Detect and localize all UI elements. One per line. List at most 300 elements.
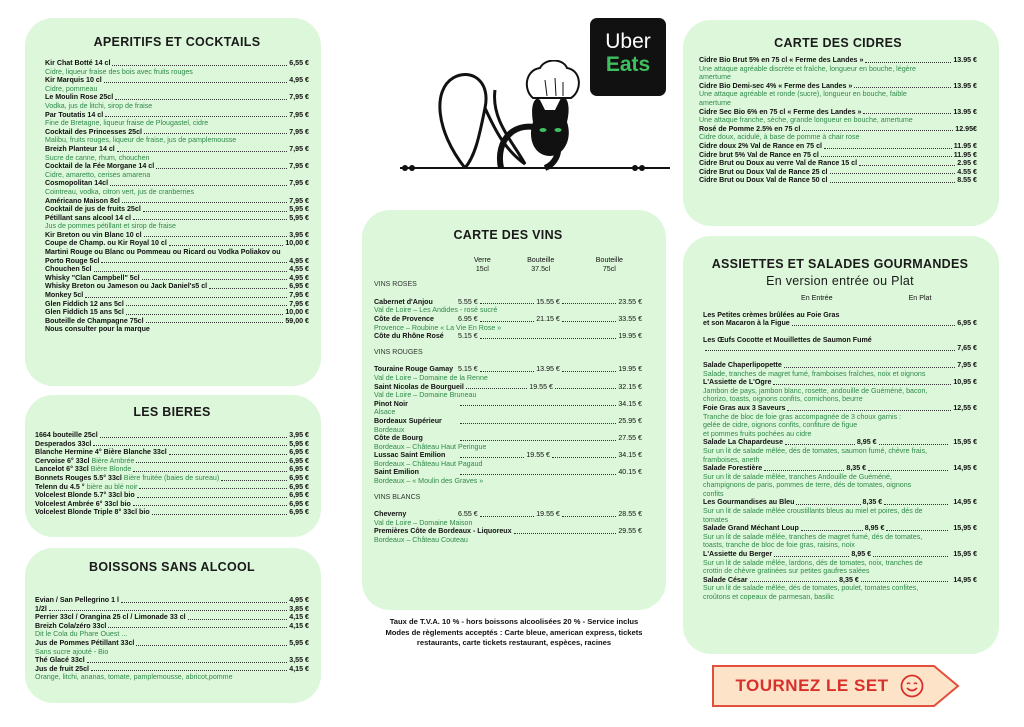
item-name xyxy=(699,151,819,160)
item-description: Orange, litchi, ananas, tomate, pamplemousse, abricot,pomme xyxy=(35,673,233,682)
leader-dots xyxy=(121,602,287,603)
menu-item-row xyxy=(45,274,309,283)
leader-dots xyxy=(100,437,288,438)
assiette-row xyxy=(703,378,977,387)
item-price: 6,95 € xyxy=(289,448,309,457)
item-name xyxy=(35,508,150,517)
assiette-row xyxy=(703,344,977,353)
assiette-price-entree: 6,95 € xyxy=(957,319,977,328)
item-description: Sur un lit de salade mêlée, dés de tomates, saumon fumé, chèvre frais, xyxy=(703,446,927,455)
item-name-text: Cidre Sec Bio 6% en 75 cl « Ferme des Landes » xyxy=(699,107,862,116)
cidres-list xyxy=(699,56,977,185)
item-inline-desc: bière au blé noir xyxy=(86,482,138,491)
item-name-text: Cidre Brut ou Doux Val de Rance 50 cl xyxy=(699,176,828,185)
menu-item-row xyxy=(35,622,309,631)
wine-origin: Val de Loire – Les Andides - rosé sucré xyxy=(374,306,498,315)
wine-name: Cabernet d'Anjou xyxy=(374,297,433,306)
item-price: 5,95 € xyxy=(289,205,309,214)
leader-dots xyxy=(514,533,617,534)
wine-name: Côte de Provence xyxy=(374,314,434,323)
wine-origin: Val de Loire – Domaine Bruneau xyxy=(374,391,477,400)
assiette-name: L'Assiette du Berger xyxy=(703,550,773,559)
leader-dots xyxy=(863,113,951,114)
boissons-panel xyxy=(25,548,321,703)
leader-dots xyxy=(143,211,287,212)
leader-dots xyxy=(773,384,951,385)
item-price: 5,95 € xyxy=(289,638,309,647)
footer-line-2: Modes de règlements acceptés : Carte bleue, american express, tickets xyxy=(385,627,643,637)
assiettes-column-headers xyxy=(703,294,977,303)
turn-over-arrow xyxy=(712,665,960,707)
wine-origin: Val de Loire – Domaine Maison xyxy=(374,518,473,527)
item-name-text: Kir Chat Botté 14 cl xyxy=(45,59,111,67)
wine-name: Pinot Noir xyxy=(374,399,408,408)
item-name-text: Telenn du 4.5 ° xyxy=(35,482,85,491)
wine-price-b75: 19.95 € xyxy=(618,332,642,341)
item-name-text: Monkey 5cl xyxy=(45,291,84,300)
smiley-icon xyxy=(900,674,924,698)
leader-dots xyxy=(144,133,287,134)
bieres-title: LES BIERES xyxy=(133,405,211,419)
item-price: 6,95 € xyxy=(289,508,309,517)
item-name-text: Porto Rouge 5cl xyxy=(45,256,100,265)
item-price: 4,15 € xyxy=(289,664,309,673)
menu-item-row xyxy=(45,308,309,317)
item-name-text: Thé Glacé 33cl xyxy=(35,656,85,665)
vins-col-verre-size: 15cl xyxy=(475,264,489,273)
item-price: 7,95 € xyxy=(289,127,309,136)
item-name-text: Américano Maison 8cl xyxy=(45,196,120,205)
menu-item-row xyxy=(35,491,309,500)
item-description: Cidre, amaretto, cerises amarena xyxy=(45,170,151,179)
menu-item-row xyxy=(35,656,309,665)
leader-dots xyxy=(830,173,956,174)
assiette-row xyxy=(703,404,977,413)
vins-blancs-list xyxy=(374,510,642,544)
wine-name: Saint Nicolas de Bourgueil xyxy=(374,382,464,391)
item-price: 6,95 € xyxy=(289,465,309,474)
item-name-text: Desperados 33cl xyxy=(35,439,92,448)
leader-dots xyxy=(126,305,287,306)
leader-dots xyxy=(126,314,283,315)
menu-item-row xyxy=(35,605,309,614)
wine-row xyxy=(374,451,642,460)
wine-origin: Alsace xyxy=(374,408,396,417)
leader-dots xyxy=(854,87,951,88)
menu-item-row xyxy=(699,82,977,91)
assiettes-panel xyxy=(683,236,999,654)
leader-dots xyxy=(796,504,860,505)
menu-item-row xyxy=(45,205,309,214)
leader-dots xyxy=(480,371,534,372)
item-description: Sur un lit de salade mêlée, dés de tomates, poulet, tomates confites, xyxy=(703,584,919,593)
assiette-price-entree: 12,55 € xyxy=(953,403,977,412)
leader-dots xyxy=(139,488,287,489)
leader-dots xyxy=(85,297,287,298)
item-name xyxy=(45,93,113,102)
leader-dots xyxy=(133,471,287,472)
leader-dots xyxy=(784,367,955,368)
item-price: 3,85 € xyxy=(289,604,309,613)
leader-dots xyxy=(108,627,287,628)
leader-dots xyxy=(865,62,951,63)
leader-dots xyxy=(705,350,955,351)
item-description: confits xyxy=(703,489,724,498)
wine-row xyxy=(374,527,642,536)
item-name-text: Blanche Hermine 4° Bière Blanche 33cl xyxy=(35,448,167,457)
vins-blancs-heading: VINS BLANCS xyxy=(374,493,421,501)
leader-dots xyxy=(868,470,948,471)
leader-dots xyxy=(774,556,849,557)
leader-dots xyxy=(821,156,952,157)
cidres-panel xyxy=(683,20,999,226)
item-description: Cidre, liqueur fraise des bois avec fruits rouges xyxy=(45,67,193,76)
item-name xyxy=(45,265,92,274)
menu-item-row xyxy=(699,176,977,185)
menu-item-row xyxy=(45,93,309,102)
item-name xyxy=(35,639,134,648)
item-price: 5,95 € xyxy=(289,213,309,222)
wine-name: Lussac Saint Emilion xyxy=(374,451,446,460)
vins-col-b75-size: 75cl xyxy=(602,264,616,273)
item-price: 4,55 € xyxy=(289,265,309,274)
item-description: Vodka, jus de litchi, sirop de fraise xyxy=(45,101,153,110)
leader-dots xyxy=(552,457,616,458)
wine-name: Côte de Bourg xyxy=(374,434,423,443)
assiette-price-plat: 14,95 € xyxy=(953,498,977,507)
item-price: 4,95 € xyxy=(289,273,309,282)
leader-dots xyxy=(824,148,952,149)
assiette-row xyxy=(703,524,977,533)
item-price: 10,00 € xyxy=(285,239,309,248)
wine-row xyxy=(374,315,642,324)
item-price: 13.95 € xyxy=(953,107,977,116)
item-name-text: Cocktail des Princesses 25cl xyxy=(45,127,143,136)
menu-item-row xyxy=(35,448,309,457)
logo-line-uber: Uber xyxy=(605,30,651,53)
item-name xyxy=(45,231,142,240)
leader-dots xyxy=(830,182,956,183)
wine-price-b75: 25.95 € xyxy=(618,416,642,425)
menu-note: Les Œufs Cocotte et Mouillettes de Saumon Fumé xyxy=(703,335,872,344)
assiette-row xyxy=(703,550,977,559)
menu-item-row xyxy=(45,231,309,240)
assiette-row xyxy=(703,498,977,507)
item-name xyxy=(699,56,863,65)
menu-item-row xyxy=(35,639,309,648)
vins-col-b37 xyxy=(505,256,577,273)
wine-price-b75: 34.15 € xyxy=(618,451,642,460)
footer-line-1: Taux de T.V.A. 10 % - hors boissons alcoolisées 20 % - Service inclus xyxy=(389,617,639,626)
assiette-price-plat: 15,95 € xyxy=(953,438,978,447)
menu-item-row xyxy=(45,291,309,300)
leader-dots xyxy=(136,645,287,646)
assiette-name: L'Assiette de L'Ogre xyxy=(703,378,772,387)
assiette-price-plat: 14,95 € xyxy=(953,575,977,584)
menu-item-row xyxy=(45,317,309,326)
item-name-text: Jus de fruit 25cl xyxy=(35,664,90,673)
wine-price-verre: 5.55 € xyxy=(458,297,478,306)
item-price: 7,95 € xyxy=(289,93,309,102)
item-name-text: Bonnets Rouges 5.5° 33cl xyxy=(35,473,122,482)
item-name-text: Cidre brut 5% Val de Rance en 75 cl xyxy=(699,150,819,159)
leader-dots xyxy=(562,371,616,372)
vins-col-verre-label: Verre xyxy=(473,256,491,264)
item-name xyxy=(45,274,140,283)
assiette-row xyxy=(703,576,977,585)
assiette-name: Foie Gras aux 3 Saveurs xyxy=(703,403,786,412)
item-price: 8.55 € xyxy=(957,176,977,185)
item-description: tomates xyxy=(703,515,729,524)
assiette-price-entree: 8,95 € xyxy=(851,550,872,559)
item-name xyxy=(45,291,83,300)
item-name xyxy=(45,197,120,206)
item-name-text: Kir Marquis 10 cl xyxy=(45,76,102,85)
menu-note: Martini Rouge ou Blanc ou Pommeau ou Ricard ou Vodka Poliakov ou xyxy=(45,248,281,257)
leader-dots xyxy=(146,322,284,323)
leader-dots xyxy=(480,321,534,322)
item-description: et pommes fruits pochées au cidre xyxy=(703,429,812,438)
item-name-text: Cidre Bio Demi-sec 4% « Ferme des Landes » xyxy=(699,81,853,90)
wine-name: Cheverny xyxy=(374,510,407,519)
item-name-text: Cocktail de jus de fruits 25cl xyxy=(45,205,141,214)
item-price: 4,95 € xyxy=(289,256,309,265)
item-description: champignons de paris, pommes de terre, dés de tomates, oignons xyxy=(703,481,912,490)
aperitifs-panel xyxy=(25,18,321,386)
leader-dots xyxy=(169,245,284,246)
item-name-text: Cervoise 6° 33cl xyxy=(35,456,90,465)
assiette-row xyxy=(703,361,977,370)
item-price: 59,00 € xyxy=(285,316,309,325)
item-price: 7,95 € xyxy=(289,110,309,119)
wine-price-b75: 23.55 € xyxy=(618,297,643,306)
wine-name: Saint Emilion xyxy=(374,468,419,477)
item-description: Salade, tranches de magret fumé, framboises fraîches, noix et oignons xyxy=(703,369,926,378)
item-name-text: Pétillant sans alcool 14 cl xyxy=(45,213,131,222)
leader-dots xyxy=(884,504,948,505)
assiette-price-plat: 14,95 € xyxy=(953,464,977,473)
item-description: Cointreau, vodka, citron vert, jus de cranberries xyxy=(45,187,195,196)
item-description: Sur un lit de salade mêlée croustillants bleus au miel et poires, dés de xyxy=(703,507,923,516)
menu-item-row xyxy=(35,440,309,449)
leader-dots xyxy=(886,530,948,531)
legal-footer xyxy=(366,617,662,649)
leader-dots xyxy=(460,405,616,406)
wine-row xyxy=(374,400,642,409)
item-price: 7,95 € xyxy=(289,179,309,188)
item-name-text: Cocktail de la Fée Morgane 14 cl xyxy=(45,162,155,171)
item-name xyxy=(35,622,106,631)
wine-origin: Bordeaux – « Moulin des Graves » xyxy=(374,477,484,486)
wine-origin: Bordeaux xyxy=(374,425,405,434)
assiette-price-entree: 10,95 € xyxy=(953,378,977,387)
vins-roses-list xyxy=(374,298,642,341)
item-name-text: Jus de Pommes Pétillant 33cl xyxy=(35,638,135,647)
menu-item-row xyxy=(45,300,309,309)
item-name-text: 1664 bouteille 25cl xyxy=(35,431,98,439)
leader-dots xyxy=(49,610,287,611)
vins-rouges-list xyxy=(374,365,642,485)
item-description: crottin de chèvre gratinées sur petites gaufres salées xyxy=(703,567,870,576)
item-name xyxy=(35,431,98,440)
item-price: 6,95 € xyxy=(289,491,309,500)
wine-price-b37: 13.95 € xyxy=(536,365,560,374)
item-price: 13.95 € xyxy=(953,81,977,90)
item-name-text: Chouchen 5cl xyxy=(45,265,92,274)
item-price: 5,95 € xyxy=(289,439,309,448)
wine-price-verre: 6.95 € xyxy=(458,314,478,323)
wine-price-b37: 21.15 € xyxy=(536,314,560,323)
item-name xyxy=(45,214,131,223)
item-name-text: Cosmopolitan 14cl xyxy=(45,179,109,188)
menu-item-row xyxy=(699,142,977,151)
bieres-list xyxy=(35,431,309,517)
item-name xyxy=(699,168,828,177)
leader-dots xyxy=(105,116,287,117)
item-name xyxy=(35,656,85,665)
item-description: Une attaque franche, sèche, grande longueur en bouche, amertume xyxy=(699,116,913,125)
menu-item-row xyxy=(45,145,309,154)
leader-dots xyxy=(460,440,616,441)
wine-price-b37: 19.55 € xyxy=(536,510,560,519)
assiette-row xyxy=(703,464,977,473)
menu-item-row xyxy=(35,596,309,605)
item-price: 10,00 € xyxy=(285,308,309,317)
item-description: amertume xyxy=(699,98,731,107)
leader-dots xyxy=(94,271,288,272)
menu-item-row xyxy=(35,474,309,483)
assiette-price-entree: 8,35 € xyxy=(846,464,867,473)
leader-dots xyxy=(209,288,287,289)
assiette-price-entree: 8,35 € xyxy=(839,575,859,584)
item-description: Sur un lit de salade mêlée, lardons, dés de tomates, noix, tranches de xyxy=(703,558,923,567)
item-price: 13.95 € xyxy=(953,56,977,64)
menu-item-row xyxy=(35,613,309,622)
item-description: framboises, aneth xyxy=(703,455,760,464)
item-description: Cidre doux, acidulé, à base de pomme à chair rose xyxy=(699,133,860,142)
item-name xyxy=(35,613,186,622)
item-name xyxy=(45,162,154,171)
assiette-price-entree: 8,35 € xyxy=(862,498,883,507)
item-price: 7,95 € xyxy=(289,196,309,205)
leader-dots xyxy=(792,325,956,326)
item-price: 3,95 € xyxy=(289,431,309,439)
leader-dots xyxy=(750,581,838,582)
assiettes-col-entree: En Entrée xyxy=(801,294,833,302)
assiettes-title: ASSIETTES ET SALADES GOURMANDES xyxy=(711,257,969,271)
leader-dots xyxy=(122,202,287,203)
item-description: Tranche de bloc de foie gras accompagnée de 3 choux garnis : xyxy=(703,412,902,421)
leader-dots xyxy=(879,444,949,445)
item-description: Jus de pommes pétillant et sirop de fraise xyxy=(45,222,176,231)
leader-dots xyxy=(460,423,616,424)
item-name xyxy=(699,176,828,185)
item-description: Cidre, pommeau xyxy=(45,84,98,93)
leader-dots xyxy=(859,165,955,166)
wine-price-verre: 5.15 € xyxy=(458,332,478,341)
menu-item-row xyxy=(45,76,309,85)
item-name-text: Perrier 33cl / Orangina 25 cl / Limonade 33 cl xyxy=(35,613,186,622)
item-name xyxy=(45,145,115,154)
item-name-text: Breizh Cola/zéro 33cl xyxy=(35,621,107,630)
leader-dots xyxy=(112,65,287,66)
vins-panel xyxy=(362,210,666,610)
item-description: Une attaque agréable et ronde (sucre), longueur en bouche, faible xyxy=(699,90,907,99)
wine-origin: Bordeaux – Château Haut Peringue xyxy=(374,442,487,451)
item-description: croûtons et copeaux de parmesan, basilic xyxy=(703,593,834,601)
assiette-row xyxy=(703,438,977,447)
assiettes-subtitle: En version entrée ou Plat xyxy=(766,274,914,288)
item-description: Une attaque agréable discrète et fraîche, longueur en bouche, légère xyxy=(699,64,916,73)
menu-item-row xyxy=(699,151,977,160)
item-price: 12.95€ xyxy=(955,124,977,133)
assiette-row xyxy=(703,319,977,328)
item-name-text: Par Toutatis 14 cl xyxy=(45,110,104,119)
menu-item-row xyxy=(45,239,309,248)
item-name-text: Coupe de Champ. ou Kir Royal 10 cl xyxy=(45,239,167,248)
leader-dots xyxy=(787,410,951,411)
leader-dots xyxy=(117,151,287,152)
leader-dots xyxy=(87,662,288,663)
item-price: 4,15 € xyxy=(289,621,309,630)
item-price: 4,95 € xyxy=(289,596,309,604)
item-price: 7,95 € xyxy=(289,291,309,300)
item-description: Sur un lit de salade mêlée, tranches Andouille de Guéméné, xyxy=(703,472,892,481)
assiette-price-entree: 8,95 € xyxy=(856,438,877,447)
item-name-text: Evian / San Pellegrino 1 l xyxy=(35,596,119,604)
leader-dots xyxy=(91,670,287,671)
item-inline-desc: Bière fruitée (baies de sureau) xyxy=(123,473,220,482)
item-name xyxy=(35,605,47,614)
wine-price-b75: 29.55 € xyxy=(618,527,642,536)
leader-dots xyxy=(480,338,617,339)
menu-item-row xyxy=(45,197,309,206)
item-name xyxy=(45,257,99,266)
item-price: 4.55 € xyxy=(957,167,977,176)
wine-name: Premières Côte de Bordeaux - Liquoreux xyxy=(374,527,512,536)
item-name xyxy=(35,500,131,509)
leader-dots xyxy=(137,497,288,498)
menu-item-row xyxy=(45,214,309,223)
item-name xyxy=(699,142,822,151)
menu-item-row xyxy=(35,508,309,517)
vins-column-headers xyxy=(374,256,642,273)
wine-name: Côte du Rhône Rosé xyxy=(374,332,444,341)
leader-dots xyxy=(110,185,287,186)
menu-item-row xyxy=(699,56,977,65)
leader-dots xyxy=(156,168,287,169)
vins-col-b75-label: Bouteille xyxy=(595,256,623,264)
leader-dots xyxy=(480,516,534,517)
menu-item-row xyxy=(35,483,309,492)
wine-row xyxy=(374,510,642,519)
leader-dots xyxy=(169,454,288,455)
menu-item-row xyxy=(45,128,309,137)
item-name-text: Le Moulin Rose 25cl xyxy=(45,93,114,102)
item-name xyxy=(35,483,137,492)
aperitifs-title: APERITIFS ET COCKTAILS xyxy=(93,35,261,49)
leader-dots xyxy=(142,279,288,280)
item-description: Malibu, fruits rouges, liqueur de fraise, jus de pamplemousse xyxy=(45,136,237,145)
item-name xyxy=(35,474,219,483)
item-price: 7,95 € xyxy=(289,162,309,171)
wine-price-b37: 19.55 € xyxy=(529,382,553,391)
wine-row xyxy=(374,468,642,477)
leader-dots xyxy=(93,445,287,446)
assiette-name: Salade La Chapardeuse xyxy=(703,438,784,447)
item-price: 6,55 € xyxy=(289,59,309,67)
item-inline-desc: Bière Blonde xyxy=(90,465,132,474)
